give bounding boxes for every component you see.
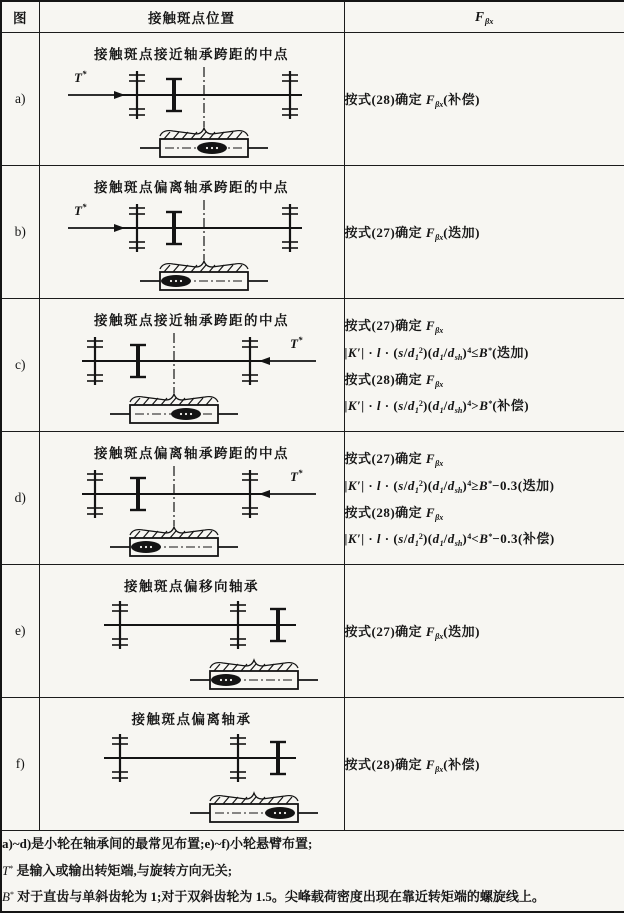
row-label-e: e) (1, 565, 39, 698)
torque-label: T* (290, 468, 303, 484)
header-row (1, 1, 624, 33)
fbx-rule-e: 按式(27)确定 $F_{\beta x}$(迭加) (345, 621, 624, 641)
table-row-c (1, 299, 624, 432)
table-row-e (1, 565, 624, 698)
col-header-position: 接触斑点位置 (39, 1, 344, 33)
table-row-a (1, 33, 624, 166)
row-label-f: f) (1, 698, 39, 831)
col-header-fbx: $F_{\beta x}$ (344, 1, 624, 33)
shaft-diagram-d (62, 464, 322, 564)
row-label-b: b) (1, 166, 39, 299)
diagram-title-c: 接触斑点接近轴承跨距的中点 (40, 309, 344, 329)
shaft-diagram-c (62, 331, 322, 431)
table-row-f (1, 698, 624, 831)
diagram-title-d: 接触斑点偏离轴承跨距的中点 (40, 442, 344, 462)
row-label-d: d) (1, 432, 39, 565)
shaft-diagram-e (62, 597, 322, 697)
diagram-title-b: 接触斑点偏离轴承跨距的中点 (40, 176, 344, 196)
diagram-title-f: 接触斑点偏离轴承 (40, 708, 344, 728)
torque-label: T* (74, 202, 87, 218)
fbx-rule-f: 按式(28)确定 $F_{\beta x}$(补偿) (345, 754, 624, 774)
fbx-rule-d: 按式(27)确定 $F_{\beta x}$ $|K'| \cdot l \cdot (s/d_1^2)(d_1/d_{sh})^4\ge B^*-0.3$(迭加) 按式(28)确定 $F_{\beta x}$ $|K'| \cdot l \cdot (s/d_1^2)(d_1/d_{sh})^4<B^*-0.3$(补偿) (345, 448, 624, 548)
fbx-rule-c: 按式(27)确定 $F_{\beta x}$ $|K'| \cdot l \cdot (s/d_1^2)(d_1/d_{sh})^4\le B^*$(迭加) 按式(28)确定 $F_{\beta x}$ $|K'| \cdot l \cdot (s/d_1^2)(d_1/d_{sh})^4>B^*$(补偿) (345, 315, 624, 415)
diagram-title-e: 接触斑点偏移向轴承 (40, 575, 344, 595)
notes-row (1, 831, 624, 912)
col-header-figure: 图 (1, 1, 39, 33)
shaft-diagram-b (62, 198, 322, 298)
torque-label: T* (290, 335, 303, 351)
table-row-b (1, 166, 624, 299)
torque-label: T* (74, 69, 87, 85)
fbx-rule-a: 按式(28)确定 $F_{\beta x}$(补偿) (345, 89, 624, 109)
shaft-diagram-a (62, 65, 322, 165)
note-line-2: T* 是输入或输出转矩端,与旋转方向无关; (2, 858, 624, 885)
row-label-a: a) (1, 33, 39, 166)
table-row-d (1, 432, 624, 565)
row-label-c: c) (1, 299, 39, 432)
diagram-title-a: 接触斑点接近轴承跨距的中点 (40, 43, 344, 63)
note-line-3: B* 对于直齿与单斜齿轮为 1;对于双斜齿轮为 1.5。尖峰载荷密度出现在靠近转矩端的螺旋线上。 (2, 884, 624, 911)
shaft-diagram-f (62, 730, 322, 830)
note-line-1: a)~d)是小轮在轴承间的最常见布置;e)~f)小轮悬臂布置; (2, 831, 624, 858)
fbx-rule-b: 按式(27)确定 $F_{\beta x}$(迭加) (345, 222, 624, 242)
